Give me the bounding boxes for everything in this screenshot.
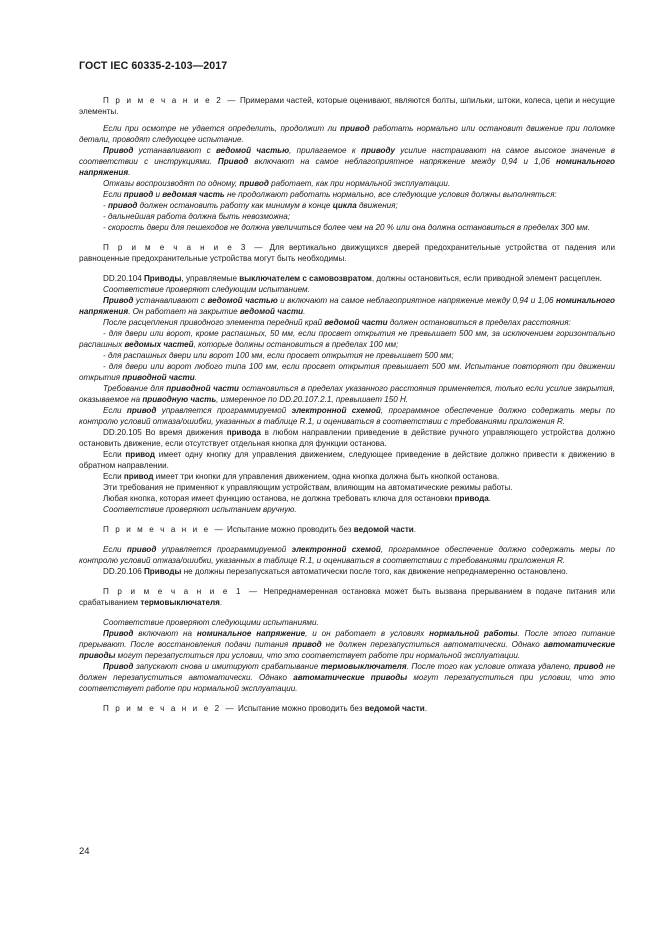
text-run: Привод xyxy=(103,146,134,155)
paragraph xyxy=(79,383,615,405)
text-run: Непреднамеренная остановка может быть вызвана прерыванием в подаче питания или срабатыванием xyxy=(79,587,616,607)
list-item xyxy=(79,222,615,233)
text-run: термовыключателя xyxy=(320,662,407,671)
page-number: 24 xyxy=(79,846,90,857)
text-run: , измеренное по DD.20.107.2.1, превышает 150 Н. xyxy=(216,395,409,404)
text-run: DD.20.106 xyxy=(103,567,144,576)
paragraph xyxy=(79,284,615,295)
text-run: - для распашных двери или ворот 100 мм, если просвет открытия не превышает 500 мм; xyxy=(103,351,454,360)
paragraph xyxy=(79,178,615,189)
text-run: приводную часть xyxy=(142,395,217,404)
text-run: Если xyxy=(103,472,124,481)
text-run: не продолжают работать нормально, все следующие условия должны выполняться: xyxy=(224,190,557,199)
text-run: Соответствие проверяют испытанием вручную. xyxy=(103,505,297,514)
text-run: . xyxy=(488,494,492,503)
text-run: ведомой части xyxy=(239,307,304,316)
text-run: остановиться в пределах указанного расстояния применяется, только если усилие закрытия, оказываемое на xyxy=(79,384,615,404)
text-run: П р и м е ч а н и е 1 — xyxy=(103,587,260,596)
text-run: электронной схемой xyxy=(291,406,381,415)
paragraph xyxy=(79,449,615,471)
paragraph xyxy=(79,317,615,328)
paragraph xyxy=(79,145,615,178)
text-run: Если xyxy=(103,545,127,554)
text-run: привод xyxy=(123,472,154,481)
paragraph xyxy=(79,493,615,504)
text-run: После расцепления приводного элемента передний край xyxy=(103,318,325,327)
paragraph xyxy=(79,661,615,694)
text-run: привод xyxy=(126,545,157,554)
text-run: , программное обеспечение должно содержать меры по контролю условий отказа/ошибки, указанных в таблице R.1, и оцениваться в соответствии с требованиями приложения R. xyxy=(79,545,615,565)
text-run: привод xyxy=(126,406,157,415)
text-run: устанавливают с xyxy=(133,296,208,305)
text-run: и xyxy=(153,190,163,199)
text-run: должен остановить работу как минимум в конце xyxy=(137,201,333,210)
text-run: Привод xyxy=(103,296,134,305)
text-run: - для двери или ворот любого типа 100 мм, если просвет открытия превышает 500 мм. Испытание повторяют при движении открытия xyxy=(79,362,615,382)
text-run: Отказы воспроизводят по одному, xyxy=(103,179,240,188)
text-run: Примерами частей, которые оценивают, являются болты, шпильки, штоки, колеса, цепи и несущие элементы. xyxy=(79,96,616,116)
text-run: . xyxy=(424,704,427,713)
text-run: Приводы xyxy=(143,274,182,283)
text-run: могут перезапуститься при условии, что это соответствует работе при нормальной эксплуатации. xyxy=(115,651,521,660)
paragraph xyxy=(79,189,615,200)
text-run: - скорость двери для пешеходов не должна увеличиться более чем на 20 % или она должна остановиться в пределах 300 мм. xyxy=(103,223,590,232)
text-run: . xyxy=(219,598,223,607)
list-item xyxy=(79,361,615,383)
text-run: П р и м е ч а н и е — xyxy=(103,525,225,534)
text-run: автоматические приводы xyxy=(79,640,615,660)
paragraph xyxy=(79,427,615,449)
text-run: , и он работает в условиях xyxy=(305,629,430,638)
text-run: Требование для xyxy=(103,384,167,393)
text-run: . xyxy=(128,168,131,177)
text-run: термовыключателя xyxy=(140,598,220,607)
list-item xyxy=(79,350,615,361)
paragraph xyxy=(79,586,615,608)
text-run: привода xyxy=(226,428,261,437)
paragraph xyxy=(79,405,615,427)
text-run: не должен перезапуститься автоматически. Однако xyxy=(321,640,544,649)
text-run: , которые должны остановиться в пределах 100 мм; xyxy=(193,340,399,349)
text-run: привод xyxy=(292,640,322,649)
text-run: приводной части xyxy=(166,384,239,393)
text-run: включают на xyxy=(133,629,197,638)
text-run: Если xyxy=(103,190,124,199)
text-run: Для вертикально движущихся дверей предохранительные устройства от падения или равноценные предохранительные устройства могут быть необходимы. xyxy=(79,243,615,263)
paragraph xyxy=(79,617,615,628)
text-run: П р и м е ч а н и е 3 — xyxy=(103,243,265,252)
text-run: управляется программируемой xyxy=(156,545,292,554)
text-run: управляется программируемой xyxy=(156,406,292,415)
text-run: привод xyxy=(340,124,370,133)
text-run: . После того как условие отказа удалено, xyxy=(406,662,574,671)
text-run: устанавливают с xyxy=(133,146,216,155)
text-run: ведомой частью xyxy=(207,296,278,305)
text-run: усилие настраивают на самое высокое значение в соответствии с инструкциями. xyxy=(79,146,616,166)
text-run: DD.20.104 xyxy=(103,274,144,283)
text-run: могут перезапуститься при условии, что это соответствует работе при нормальной эксплуатации. xyxy=(79,673,615,693)
paragraph xyxy=(79,471,615,482)
text-run: движения; xyxy=(356,201,398,210)
text-run: нормальной работы xyxy=(429,629,518,638)
text-run: - xyxy=(103,201,108,210)
text-run: - дальнейшая работа должна быть невозможна; xyxy=(103,212,290,221)
text-run: выключателем с самовозвратом xyxy=(239,274,372,283)
text-run: Испытание можно проводить без xyxy=(224,525,354,534)
text-run: работать нормально или остановит движение при поломке детали, проводят следующее испытание. xyxy=(79,124,616,144)
text-run: должен остановиться в пределах расстояния: xyxy=(387,318,571,327)
text-run: ведомой части xyxy=(324,318,388,327)
text-run: . xyxy=(194,373,197,382)
text-run: , управляемые xyxy=(181,274,240,283)
paragraph xyxy=(79,544,615,566)
paragraph xyxy=(79,703,615,714)
document-header: ГОСТ IEC 60335-2-103—2017 xyxy=(79,60,228,72)
paragraph xyxy=(79,123,615,145)
text-run: запускают снова и имитируют срабатывание xyxy=(133,662,321,671)
text-run: Эти требования не применяют к управляющим устройствам, влияющим на автоматические режимы работы. xyxy=(103,483,513,492)
text-run: Если при осмотре не удается определить, продолжит ли xyxy=(103,124,341,133)
text-run: - для двери или ворот, кроме распашных, 50 мм, если просвет открытия не превышает 500 мм, за исключением горизонтально распашных xyxy=(79,329,615,349)
paragraph xyxy=(79,628,615,661)
text-run: номинального напряжения xyxy=(79,157,615,177)
text-run: Соответствие проверяют следующим испытанием. xyxy=(103,285,310,294)
text-run: приводной части xyxy=(122,373,195,382)
paragraph xyxy=(79,295,615,317)
text-run: Привод xyxy=(217,157,249,166)
text-run: цикла xyxy=(332,201,357,210)
text-run: ведомой частью xyxy=(215,146,290,155)
paragraph xyxy=(79,482,615,493)
text-run: . После этого питание прерывают. После восстановления подачи питания xyxy=(79,629,616,649)
text-run: DD.20.105 Во время движения xyxy=(103,428,227,437)
list-item xyxy=(79,328,615,350)
text-run: Приводы xyxy=(143,567,182,576)
document-body xyxy=(79,95,615,714)
paragraph xyxy=(79,273,615,284)
text-run: Если xyxy=(103,406,127,415)
text-run: . xyxy=(413,525,417,534)
text-run: включают на самое неблагоприятное напряжение между 0,94 и 1,06 xyxy=(248,157,556,166)
text-run: в любом направлении приведение в действие ручного управляющего устройства должно остановить движение, если отсутствует отдельная кнопка для функции останова. xyxy=(79,428,616,448)
text-run: привод xyxy=(125,450,156,459)
text-run: привод xyxy=(239,179,269,188)
text-run: автоматические приводы xyxy=(293,673,408,682)
paragraph xyxy=(79,566,615,577)
text-run: Привод xyxy=(103,662,134,671)
text-run: приводу xyxy=(361,146,395,155)
text-run: привода xyxy=(454,494,489,503)
text-run: привод xyxy=(573,662,604,671)
paragraph xyxy=(79,95,615,117)
text-run: Привод xyxy=(103,629,134,638)
text-run: привод xyxy=(107,201,138,210)
text-run: номинального напряжения xyxy=(79,296,615,316)
text-run: Соответствие проверяют следующими испытаниями. xyxy=(103,618,319,627)
text-run: привод xyxy=(123,190,154,199)
text-run: , должны остановиться, если приводной элемент расцеплен. xyxy=(371,274,602,283)
text-run: ведомой части xyxy=(364,704,425,713)
text-run: . xyxy=(303,307,306,316)
text-run: Если xyxy=(103,450,126,459)
text-run: ведомых частей xyxy=(124,340,194,349)
text-run: Любая кнопка, которая имеет функцию останова, не должна требовать ключа для остановки xyxy=(103,494,455,503)
text-run: , прилагаемое к xyxy=(289,146,361,155)
text-run: . Он работает на закрытие xyxy=(128,307,240,316)
text-run: , программное обеспечение должно содержать меры по контролю условий отказа/ошибки, указанных в таблице R.1, и оцениваться в соответствии с требованиями приложения R. xyxy=(79,406,615,426)
text-run: электронной схемой xyxy=(291,545,381,554)
text-run: П р и м е ч а н и е 2 — xyxy=(103,704,236,713)
text-run: ведомой части xyxy=(353,525,414,534)
list-item xyxy=(79,200,615,211)
text-run: П р и м е ч а н и е 2 — xyxy=(103,96,238,105)
text-run: номинальное напряжение xyxy=(196,629,306,638)
text-run: не должен перезапуститься автоматически. Однако xyxy=(79,662,615,682)
text-run: Испытание можно проводить без xyxy=(235,704,365,713)
paragraph xyxy=(79,504,615,515)
list-item xyxy=(79,211,615,222)
text-run: имеет три кнопки для управления движением, одна кнопка должна быть кнопкой останова. xyxy=(153,472,500,481)
text-run: ведомая часть xyxy=(162,190,225,199)
text-run: работает, как при нормальной эксплуатации. xyxy=(268,179,451,188)
paragraph xyxy=(79,524,615,535)
paragraph xyxy=(79,242,615,264)
text-run: не должны перезапускаться автоматически после того, как движение непреднамеренно остановлено. xyxy=(181,567,568,576)
text-run: и включают на самое неблагоприятное напряжение между 0,94 и 1,06 xyxy=(277,296,556,305)
text-run: имеет одну кнопку для управления движением, следующее приведение в действие должно привести к движению в обратном направлении. xyxy=(79,450,615,470)
